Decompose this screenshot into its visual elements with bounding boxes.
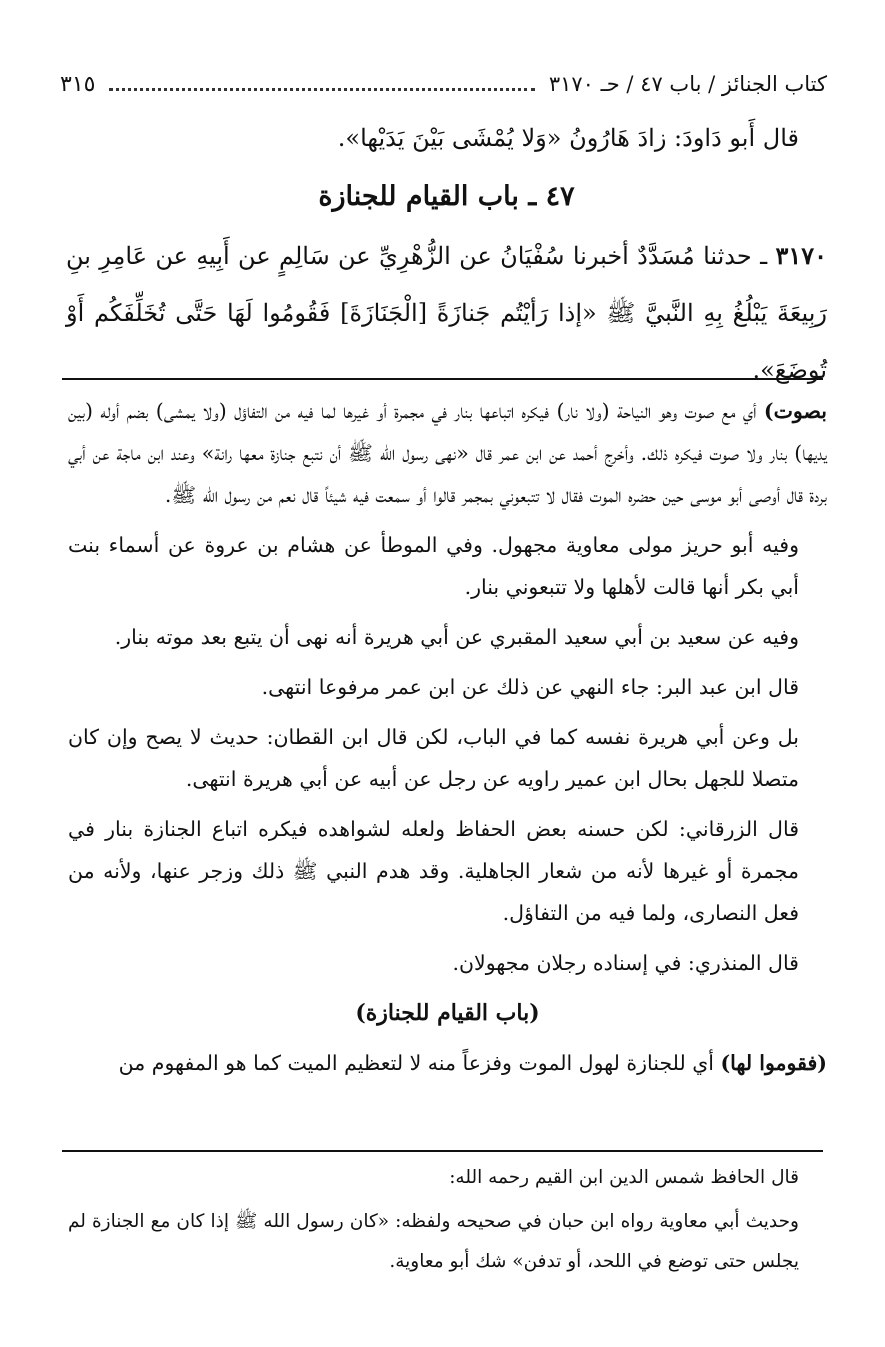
- commentary-keyword-1: بصوت): [763, 399, 827, 423]
- commentary-block: [68, 390, 827, 1092]
- commentary-paragraph-4: قال ابن عبد البر: جاء النهي عن ذلك عن ابن عمر مرفوعا انتهى.: [261, 675, 799, 699]
- hadith-paragraph: [66, 227, 827, 399]
- commentary-paragraph-6: قال الزرقاني: لكن حسنه بعض الحفاظ ولعله لشواهده فيكره اتباع الجنازة بنار في مجمرة أو غيرها لأنه من شعار الجاهلية. وقد هدم النبي ﷺ ذلك وزجر عنها، ولأنه من فعل النصارى، ولما فيه من التفاؤل.: [68, 817, 799, 925]
- commentary-paragraph-1: [68, 390, 827, 516]
- commentary-paragraph-8: [68, 1042, 827, 1084]
- commentary-text-8: أي للجنازة لهول الموت وفزعاً منه لا لتعظيم الميت كما هو المفهوم من: [118, 1051, 721, 1075]
- chapter-title: ٤٧ ـ باب القيام للجنازة: [318, 181, 575, 212]
- footnote-line-1: قال الحافظ شمس الدين ابن القيم رحمه الله:: [449, 1167, 799, 1188]
- footnote-line-2: وحديث أبي معاوية رواه ابن حبان في صحيحه ولفظه: «كان رسول الله ﷺ إذا كان مع الجنازة لم يجلس حتى توضع في اللحد، أو تدفن» شك أبو معاوية.: [68, 1211, 799, 1272]
- footnote-block: [68, 1158, 827, 1286]
- commentary-paragraph-3: وفيه عن سعيد بن أبي سعيد المقبري عن أبي هريرة أنه نهى أن يتبع بعد موته بنار.: [114, 625, 799, 649]
- commentary-text-1: أي مع صوت وهو النياحة (ولا نار) فيكره اتباعها بنار في مجمرة أو غيرها لما فيه من التفاؤل (ولا يمشى) بضم أوله (بين يديها) بنار ولا صوت فيكره ذلك. وأخرج أحمد عن ابن عمر قال «نهى رسول الله ﷺ أن نتبع جنازة معها رانة» وعند ابن ماجة عن أبي بردة قال أوصى أبو موسى حين حضره الموت فقال لا تتبعوني بمجمر قالوا أو سمعت فيه شيئاً قال نعم من رسول الله ﷺ.: [68, 399, 827, 507]
- commentary-paragraph-7: قال المنذري: في إسناده رجلان مجهولان.: [452, 951, 799, 975]
- header-title: كتاب الجنائز / باب ٤٧ / حـ ٣١٧٠: [548, 72, 827, 96]
- commentary-paragraph-2: وفيه أبو حريز مولى معاوية مجهول. وفي الموطأ عن هشام بن عروة عن أسماء بنت أبي بكر أنها قالت لأهلها ولا تتبعوني بنار.: [68, 533, 799, 599]
- hadith-body: ـ حدثنا مُسَدَّدٌ أخبرنا سُفْيَانُ عن الزُّهْرِيِّ عن سَالِمٍ عن أَبِيهِ عن عَامِرِ بنِ رَبِيعَةَ يَبْلُغُ بِهِ النَّبيَّ ﷺ «إذا رَأيْتُم جَنازَةً [الْجَنَازَةَ] فَقُومُوا لَهَا حَتَّى تُخَلِّفَكُم أَوْ تُوضَعَ».: [66, 242, 827, 384]
- page-number: ٣١٥: [60, 71, 96, 97]
- abu-dawud-note: قال أَبو دَاودَ: زادَ هَارُونُ «وَلا يُمْشَى بَيْنَ يَدَيْها».: [337, 124, 799, 152]
- header-leader-dots: [109, 78, 534, 91]
- running-header: [60, 66, 827, 102]
- separator-rule-footnote: [62, 1150, 823, 1152]
- hadith-text-block: [66, 110, 827, 399]
- commentary-keyword-8: (فقوموا لها): [720, 1051, 827, 1075]
- hadith-number: ٣١٧٠: [775, 241, 827, 270]
- commentary-sub-heading: (باب القيام للجنازة): [355, 1000, 540, 1026]
- commentary-paragraph-5: بل وعن أبي هريرة نفسه كما في الباب، لكن قال ابن القطان: حديث لا يصح وإن كان متصلا للجهل بحال ابن عمير راويه عن رجل عن أبيه عن أبي هريرة انتهى.: [68, 725, 799, 791]
- separator-rule-top: [62, 378, 823, 380]
